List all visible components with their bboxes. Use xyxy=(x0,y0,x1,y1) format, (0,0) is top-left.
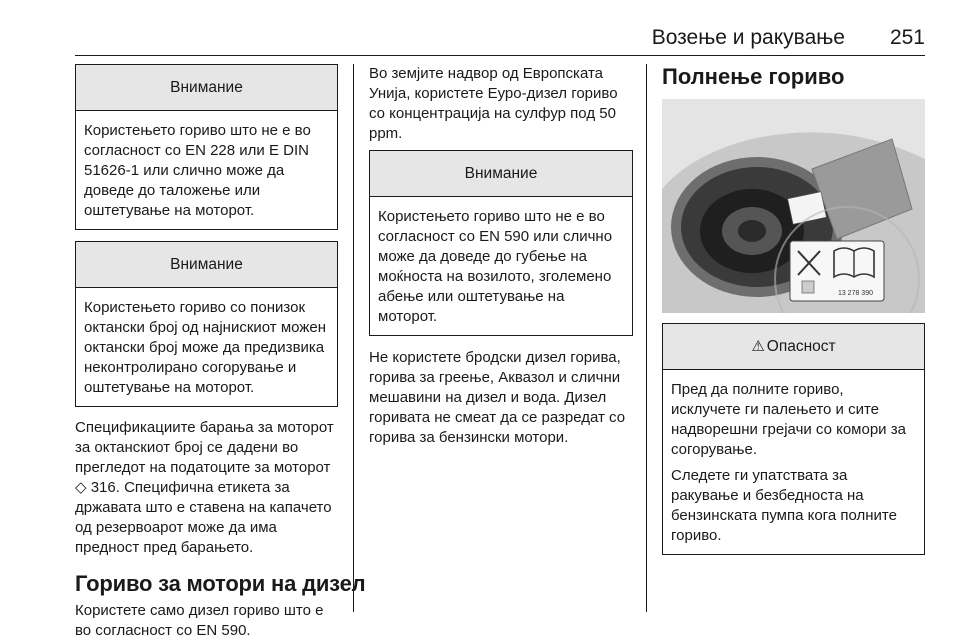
danger-box-body xyxy=(663,370,924,554)
danger-box xyxy=(662,323,925,555)
refuelling-heading: Полнење гориво xyxy=(662,64,845,89)
notice-text: Користењето гориво со понизок октански број од најнискиот можен октански број може да предизвика неконтролирано согорување и оштетување на моторот. xyxy=(84,299,326,396)
page-header xyxy=(75,26,925,58)
column-divider-1 xyxy=(353,64,354,612)
octane-paragraph: Спецификациите барања за моторот за октанскиот број се дадени во прегледот на податоците за моторот ◇ 316. Специфична етикета за државата што е ставена на капачето од резервоарот може да има предност пред барањето. xyxy=(75,419,334,556)
danger-box-heading xyxy=(663,324,924,370)
notice-box-3 xyxy=(369,150,633,336)
header-title: Возење и ракување xyxy=(651,26,845,49)
header-rule xyxy=(75,55,925,56)
notice-text: Користењето гориво што не е во согласност со EN 228 или E DIN 51626-1 или слично може да доведе до таложење или оштетување на моторот. xyxy=(84,122,311,219)
notice-box-heading: Внимание xyxy=(76,65,337,111)
eu-diesel-paragraph: Во земјите надвор од Европската Унија, користете Еуро-дизел гориво со концентрација на сулфур под 50 ppm. xyxy=(369,65,618,142)
notice-box-1 xyxy=(75,64,338,230)
danger-text-2: Следете ги упатствата за ракување и безбедноста на бензинската пумпа кога полните гориво. xyxy=(671,467,897,544)
diesel-section-heading: Гориво за мотори на дизел xyxy=(75,571,366,596)
page-number: 251 xyxy=(889,26,925,49)
warning-triangle-icon: ⚠ xyxy=(751,338,765,355)
notice-box-body xyxy=(76,288,337,406)
notice-box-body xyxy=(76,111,337,229)
column-3 xyxy=(662,64,925,555)
fuel-filler-illustration xyxy=(662,99,925,313)
danger-heading-text: Опасност xyxy=(766,338,836,355)
fuel-filler-photo xyxy=(662,99,925,313)
column-2 xyxy=(369,64,633,448)
column-divider-2 xyxy=(646,64,647,612)
diesel-paragraph: Користете само дизел гориво што е во согласност со EN 590. xyxy=(75,602,324,639)
photo-reference-label: 13 278 390 xyxy=(837,290,873,297)
notice-box-heading: Внимание xyxy=(76,242,337,288)
notice-box-heading: Внимание xyxy=(370,151,632,197)
notice-box-2 xyxy=(75,241,338,407)
column-1 xyxy=(75,64,366,641)
notice-text: Користењето гориво што не е во согласност со EN 590 или слично може да доведе до губење на моќноста на возилото, зголемено абење или оштетување на моторот. xyxy=(378,208,613,325)
marine-diesel-paragraph: Не користете бродски дизел горива, горива за греење, Аквазол и слични мешавини на дизел и вода. Дизел горивата не смеат да се разредат со горива за бензински мотори. xyxy=(369,349,626,446)
notice-box-body xyxy=(370,197,632,335)
danger-text-1: Пред да полните гориво, исклучете ги палењето и сите надворешни грејачи со комори за согорување. xyxy=(671,381,906,458)
